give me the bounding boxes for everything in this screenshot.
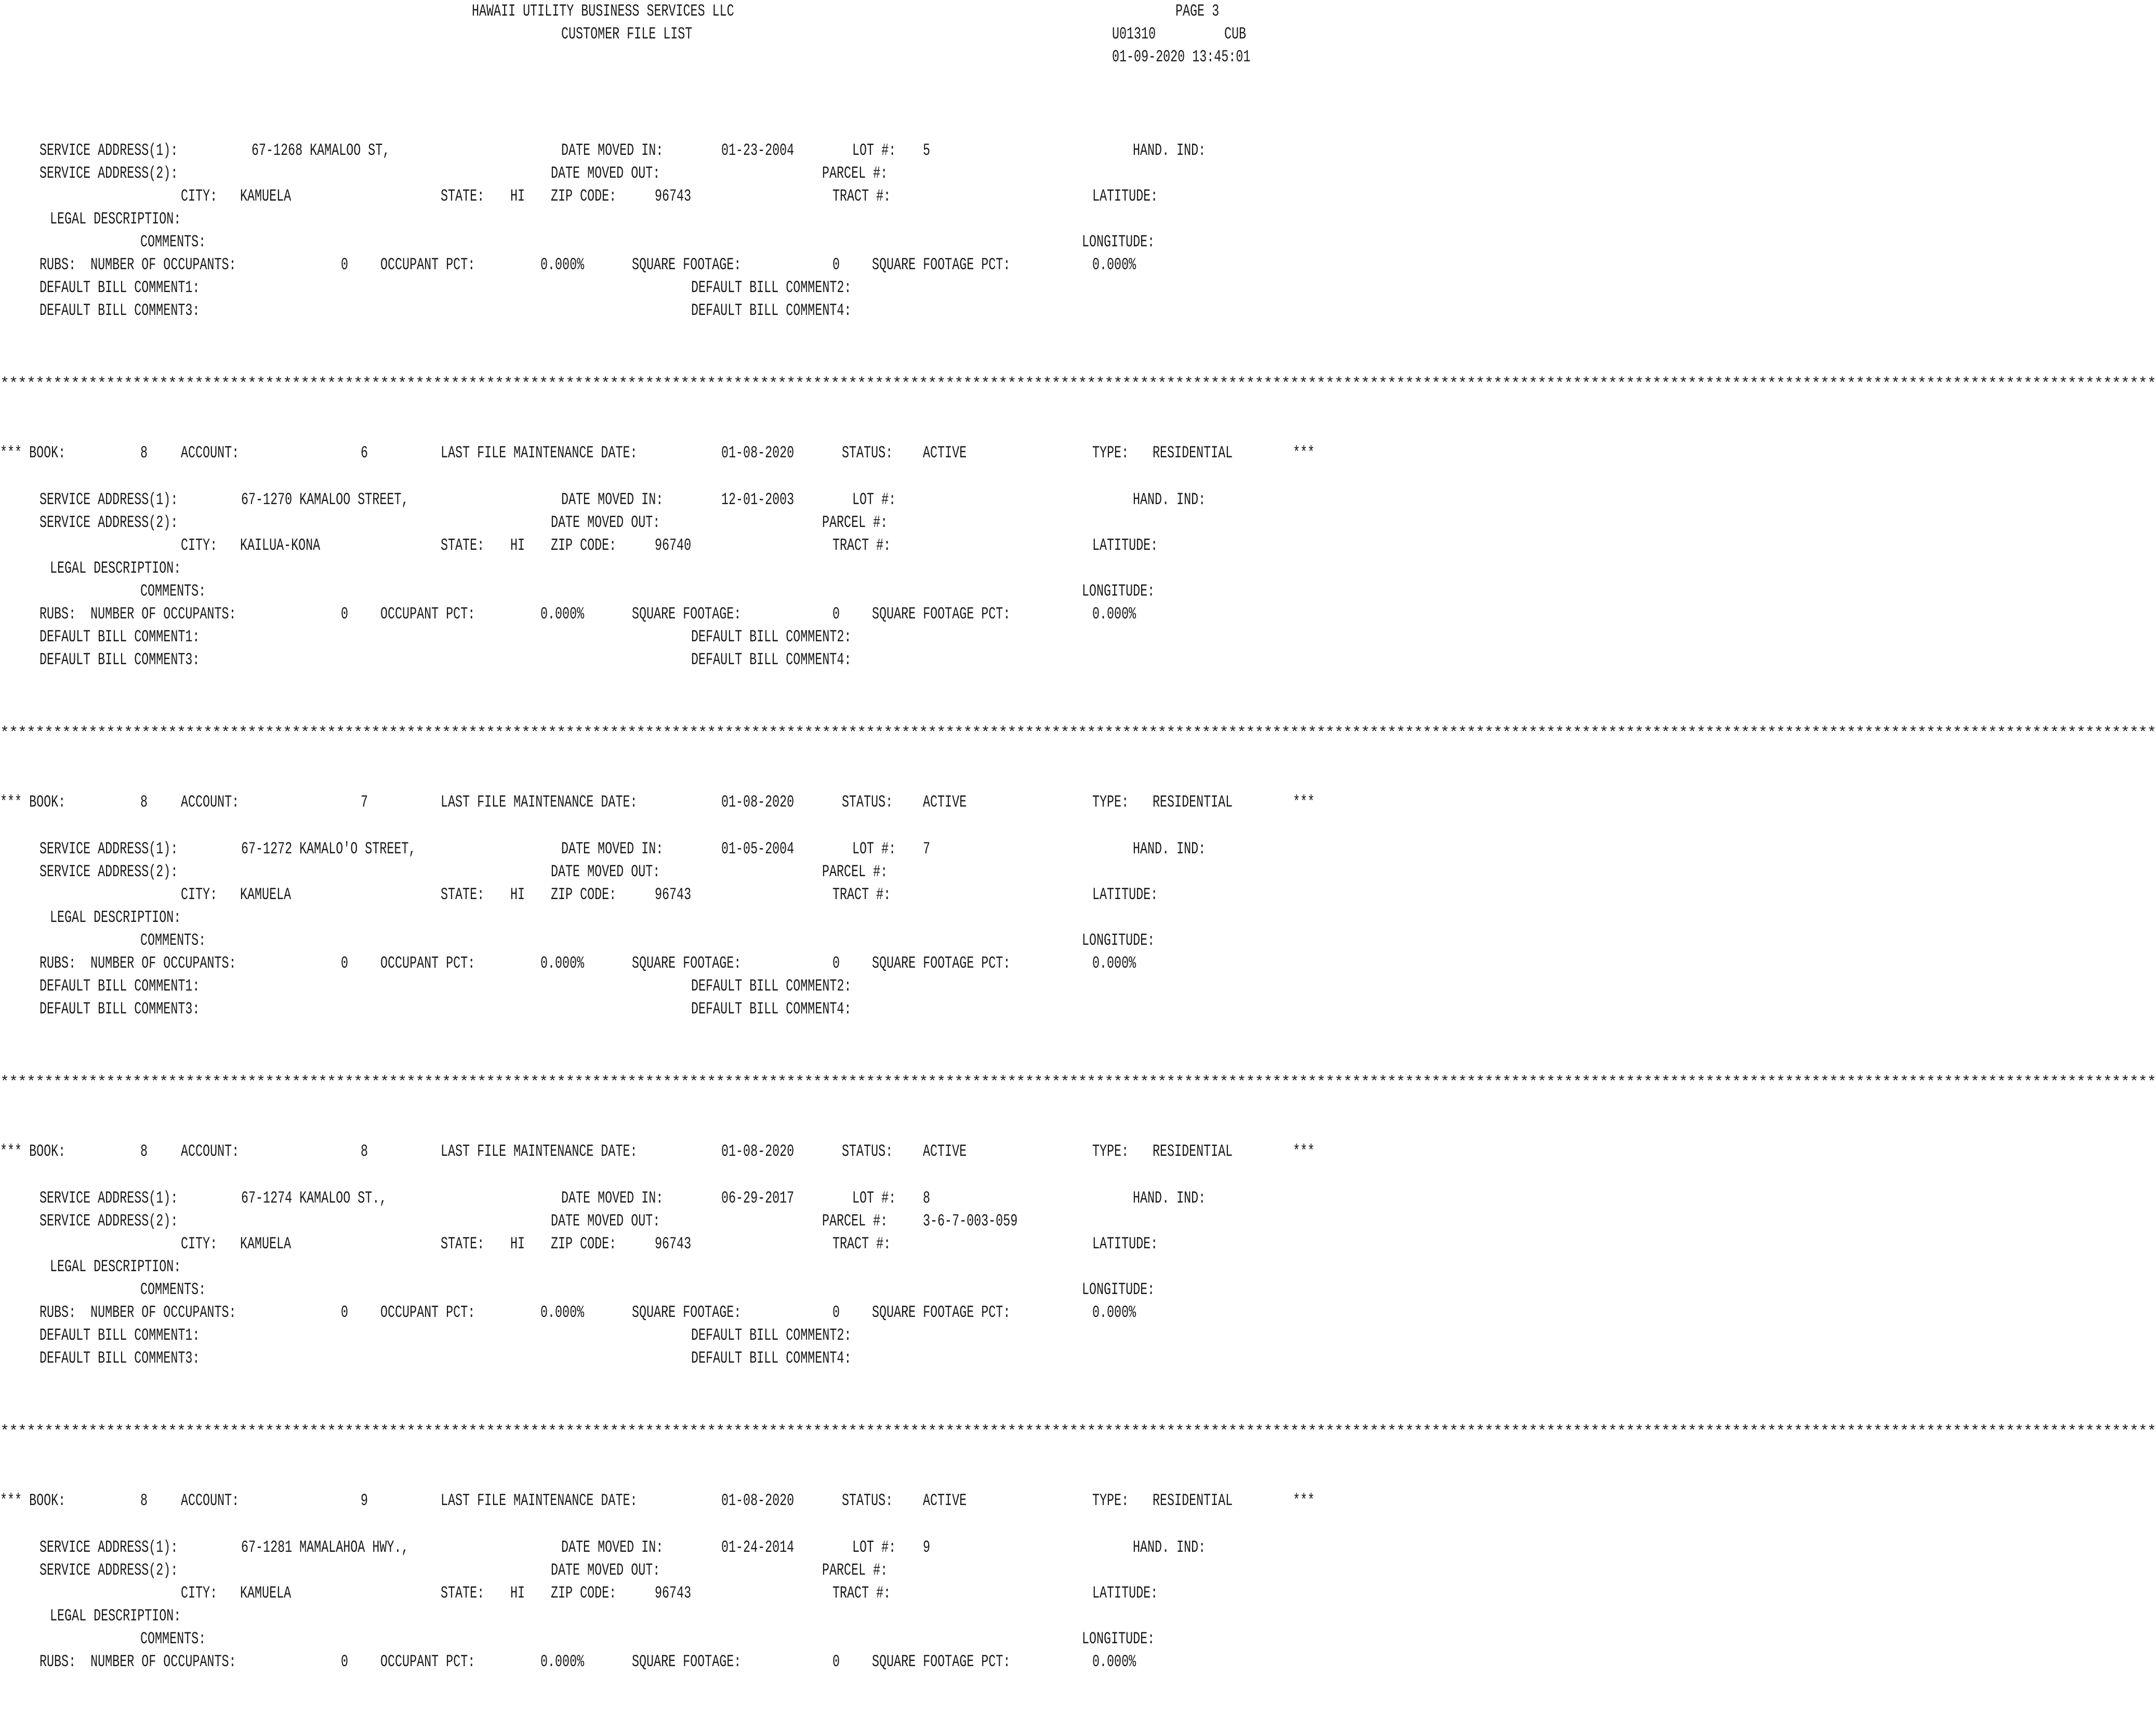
legal-description-label: LEGAL DESCRIPTION: bbox=[50, 559, 181, 578]
zip-code-value: 96743 bbox=[655, 1584, 692, 1603]
record-separator: **************************************************************************************************************************************************************************************************************************************************** bbox=[0, 1423, 2156, 1441]
lot-value: 9 bbox=[923, 1538, 931, 1557]
date-moved-in-label: DATE MOVED IN: bbox=[561, 141, 664, 160]
state-label: STATE: bbox=[441, 1234, 485, 1254]
service-address-2-label: SERVICE ADDRESS(2): bbox=[39, 1211, 178, 1231]
date-moved-in-value: 12-01-2003 bbox=[721, 490, 795, 509]
city-value: KAMUELA bbox=[240, 885, 292, 904]
state-label: STATE: bbox=[441, 187, 485, 206]
report-title: CUSTOMER FILE LIST bbox=[561, 24, 693, 44]
tract-label: TRACT #: bbox=[832, 187, 891, 206]
lot-value: 5 bbox=[923, 141, 931, 160]
occupant-pct-label: OCCUPANT PCT: bbox=[380, 1652, 475, 1671]
tract-label: TRACT #: bbox=[832, 885, 891, 904]
comments-label: COMMENTS: bbox=[140, 1629, 206, 1648]
square-footage-pct-value: 0.000% bbox=[1092, 1303, 1136, 1322]
rubs-occupants-label: RUBS: NUMBER OF OCCUPANTS: bbox=[39, 1303, 236, 1322]
comments-label: COMMENTS: bbox=[140, 931, 206, 950]
latitude-label: LATITUDE: bbox=[1092, 1584, 1158, 1603]
account-label: ACCOUNT: bbox=[181, 1491, 240, 1510]
maintenance-date-label: LAST FILE MAINTENANCE DATE: bbox=[441, 1142, 638, 1161]
city-label: CITY: bbox=[181, 1584, 218, 1603]
book-value: 8 bbox=[140, 793, 148, 812]
city-label: CITY: bbox=[181, 1234, 218, 1254]
zip-code-value: 96740 bbox=[655, 536, 692, 555]
square-footage-pct-label: SQUARE FOOTAGE PCT: bbox=[872, 604, 1011, 624]
square-footage-pct-label: SQUARE FOOTAGE PCT: bbox=[872, 954, 1011, 973]
header-end-stars: *** bbox=[1293, 793, 1315, 812]
bill-comment-1-label: DEFAULT BILL COMMENT1: bbox=[39, 278, 200, 297]
lot-value: 8 bbox=[923, 1189, 931, 1208]
city-value: KAMUELA bbox=[240, 1584, 292, 1603]
zip-code-label: ZIP CODE: bbox=[551, 536, 617, 555]
occupant-pct-value: 0.000% bbox=[540, 954, 585, 973]
service-address-1-label: SERVICE ADDRESS(1): bbox=[39, 839, 178, 859]
service-address-1-value: 67-1274 KAMALOO ST., bbox=[241, 1189, 387, 1208]
header-end-stars: *** bbox=[1293, 443, 1315, 463]
parcel-label: PARCEL #: bbox=[822, 1561, 888, 1580]
status-value: ACTIVE bbox=[923, 443, 967, 463]
tract-label: TRACT #: bbox=[832, 536, 891, 555]
type-value: RESIDENTIAL bbox=[1153, 793, 1233, 812]
bill-comment-3-label: DEFAULT BILL COMMENT3: bbox=[39, 1349, 200, 1368]
hand-ind-label: HAND. IND: bbox=[1133, 141, 1206, 160]
occupant-pct-value: 0.000% bbox=[540, 1303, 585, 1322]
service-address-1-value: 67-1270 KAMALOO STREET, bbox=[241, 490, 409, 509]
service-address-1-label: SERVICE ADDRESS(1): bbox=[39, 490, 178, 509]
lot-label: LOT #: bbox=[852, 490, 896, 509]
bill-comment-1-label: DEFAULT BILL COMMENT1: bbox=[39, 1326, 200, 1345]
zip-code-label: ZIP CODE: bbox=[551, 1234, 617, 1254]
record-separator: **************************************************************************************************************************************************************************************************************************************************** bbox=[0, 724, 2156, 742]
latitude-label: LATITUDE: bbox=[1092, 536, 1158, 555]
comments-label: COMMENTS: bbox=[140, 1280, 206, 1299]
square-footage-value: 0 bbox=[832, 1303, 840, 1322]
book-value: 8 bbox=[140, 1491, 148, 1510]
bill-comment-4-label: DEFAULT BILL COMMENT4: bbox=[691, 1349, 852, 1368]
occupants-value: 0 bbox=[341, 604, 349, 624]
occupant-pct-value: 0.000% bbox=[540, 604, 585, 624]
type-value: RESIDENTIAL bbox=[1153, 1142, 1233, 1161]
bill-comment-2-label: DEFAULT BILL COMMENT2: bbox=[691, 1326, 852, 1345]
page-number: PAGE 3 bbox=[1175, 2, 1220, 21]
parcel-label: PARCEL #: bbox=[822, 862, 888, 881]
comments-label: COMMENTS: bbox=[140, 582, 206, 601]
occupant-pct-label: OCCUPANT PCT: bbox=[380, 604, 475, 624]
state-value: HI bbox=[510, 187, 525, 206]
occupants-value: 0 bbox=[341, 1652, 349, 1671]
square-footage-pct-label: SQUARE FOOTAGE PCT: bbox=[872, 1303, 1011, 1322]
hand-ind-label: HAND. IND: bbox=[1133, 1189, 1206, 1208]
lot-label: LOT #: bbox=[852, 839, 896, 859]
state-label: STATE: bbox=[441, 885, 485, 904]
state-value: HI bbox=[510, 1584, 525, 1603]
system-code: CUB bbox=[1224, 24, 1247, 44]
book-label: *** BOOK: bbox=[0, 1142, 66, 1161]
date-moved-out-label: DATE MOVED OUT: bbox=[551, 164, 660, 183]
square-footage-pct-value: 0.000% bbox=[1092, 1652, 1136, 1671]
rubs-occupants-label: RUBS: NUMBER OF OCCUPANTS: bbox=[39, 604, 236, 624]
service-address-2-label: SERVICE ADDRESS(2): bbox=[39, 862, 178, 881]
service-address-1-value: 67-1272 KAMALO'O STREET, bbox=[241, 839, 416, 859]
city-label: CITY: bbox=[181, 536, 218, 555]
occupant-pct-label: OCCUPANT PCT: bbox=[380, 1303, 475, 1322]
zip-code-value: 96743 bbox=[655, 885, 692, 904]
date-moved-in-label: DATE MOVED IN: bbox=[561, 1538, 664, 1557]
square-footage-label: SQUARE FOOTAGE: bbox=[632, 1652, 742, 1671]
square-footage-pct-label: SQUARE FOOTAGE PCT: bbox=[872, 1652, 1011, 1671]
legal-description-label: LEGAL DESCRIPTION: bbox=[50, 1257, 181, 1276]
longitude-label: LONGITUDE: bbox=[1082, 232, 1155, 252]
account-value: 8 bbox=[361, 1142, 368, 1161]
zip-code-value: 96743 bbox=[655, 187, 692, 206]
occupants-value: 0 bbox=[341, 1303, 349, 1322]
maintenance-date-value: 01-08-2020 bbox=[721, 793, 795, 812]
city-label: CITY: bbox=[181, 187, 218, 206]
zip-code-label: ZIP CODE: bbox=[551, 885, 617, 904]
service-address-1-value: 67-1281 MAMALAHOA HWY., bbox=[241, 1538, 409, 1557]
account-value: 6 bbox=[361, 443, 368, 463]
service-address-2-label: SERVICE ADDRESS(2): bbox=[39, 513, 178, 532]
record-separator: **************************************************************************************************************************************************************************************************************************************************** bbox=[0, 1074, 2156, 1091]
state-label: STATE: bbox=[441, 536, 485, 555]
square-footage-value: 0 bbox=[832, 954, 840, 973]
zip-code-value: 96743 bbox=[655, 1234, 692, 1254]
parcel-label: PARCEL #: bbox=[822, 164, 888, 183]
status-value: ACTIVE bbox=[923, 1491, 967, 1510]
book-label: *** BOOK: bbox=[0, 1491, 66, 1510]
longitude-label: LONGITUDE: bbox=[1082, 582, 1155, 601]
latitude-label: LATITUDE: bbox=[1092, 187, 1158, 206]
square-footage-pct-value: 0.000% bbox=[1092, 954, 1136, 973]
hand-ind-label: HAND. IND: bbox=[1133, 1538, 1206, 1557]
maintenance-date-value: 01-08-2020 bbox=[721, 1142, 795, 1161]
service-address-1-label: SERVICE ADDRESS(1): bbox=[39, 1538, 178, 1557]
city-value: KAMUELA bbox=[240, 1234, 292, 1254]
status-label: STATUS: bbox=[842, 1142, 893, 1161]
date-moved-in-label: DATE MOVED IN: bbox=[561, 490, 664, 509]
state-label: STATE: bbox=[441, 1584, 485, 1603]
occupant-pct-value: 0.000% bbox=[540, 255, 585, 274]
rubs-occupants-label: RUBS: NUMBER OF OCCUPANTS: bbox=[39, 1652, 236, 1671]
bill-comment-3-label: DEFAULT BILL COMMENT3: bbox=[39, 650, 200, 669]
maintenance-date-value: 01-08-2020 bbox=[721, 1491, 795, 1510]
legal-description-label: LEGAL DESCRIPTION: bbox=[50, 908, 181, 927]
zip-code-label: ZIP CODE: bbox=[551, 187, 617, 206]
bill-comment-4-label: DEFAULT BILL COMMENT4: bbox=[691, 650, 852, 669]
date-moved-in-label: DATE MOVED IN: bbox=[561, 839, 664, 859]
maintenance-date-label: LAST FILE MAINTENANCE DATE: bbox=[441, 443, 638, 463]
company-name: HAWAII UTILITY BUSINESS SERVICES LLC bbox=[472, 2, 734, 21]
legal-description-label: LEGAL DESCRIPTION: bbox=[50, 209, 181, 229]
zip-code-label: ZIP CODE: bbox=[551, 1584, 617, 1603]
square-footage-label: SQUARE FOOTAGE: bbox=[632, 954, 742, 973]
maintenance-date-label: LAST FILE MAINTENANCE DATE: bbox=[441, 793, 638, 812]
comments-label: COMMENTS: bbox=[140, 232, 206, 252]
rubs-occupants-label: RUBS: NUMBER OF OCCUPANTS: bbox=[39, 954, 236, 973]
parcel-label: PARCEL #: bbox=[822, 513, 888, 532]
lot-value: 7 bbox=[923, 839, 931, 859]
service-address-2-label: SERVICE ADDRESS(2): bbox=[39, 164, 178, 183]
longitude-label: LONGITUDE: bbox=[1082, 931, 1155, 950]
type-label: TYPE: bbox=[1092, 1491, 1129, 1510]
book-value: 8 bbox=[140, 443, 148, 463]
service-address-2-label: SERVICE ADDRESS(2): bbox=[39, 1561, 178, 1580]
service-address-1-value: 67-1268 KAMALOO ST, bbox=[252, 141, 390, 160]
legal-description-label: LEGAL DESCRIPTION: bbox=[50, 1606, 181, 1626]
square-footage-value: 0 bbox=[832, 1652, 840, 1671]
header-end-stars: *** bbox=[1293, 1142, 1315, 1161]
type-label: TYPE: bbox=[1092, 793, 1129, 812]
book-label: *** BOOK: bbox=[0, 443, 66, 463]
date-moved-in-label: DATE MOVED IN: bbox=[561, 1189, 664, 1208]
bill-comment-4-label: DEFAULT BILL COMMENT4: bbox=[691, 301, 852, 320]
occupant-pct-label: OCCUPANT PCT: bbox=[380, 954, 475, 973]
state-value: HI bbox=[510, 885, 525, 904]
date-moved-in-value: 01-23-2004 bbox=[721, 141, 795, 160]
status-label: STATUS: bbox=[842, 1491, 893, 1510]
account-value: 7 bbox=[361, 793, 368, 812]
book-label: *** BOOK: bbox=[0, 793, 66, 812]
square-footage-label: SQUARE FOOTAGE: bbox=[632, 255, 742, 274]
bill-comment-2-label: DEFAULT BILL COMMENT2: bbox=[691, 278, 852, 297]
tract-label: TRACT #: bbox=[832, 1234, 891, 1254]
square-footage-pct-value: 0.000% bbox=[1092, 604, 1136, 624]
bill-comment-1-label: DEFAULT BILL COMMENT1: bbox=[39, 977, 200, 996]
bill-comment-3-label: DEFAULT BILL COMMENT3: bbox=[39, 999, 200, 1019]
status-value: ACTIVE bbox=[923, 793, 967, 812]
service-address-1-label: SERVICE ADDRESS(1): bbox=[39, 141, 178, 160]
occupants-value: 0 bbox=[341, 255, 349, 274]
occupant-pct-label: OCCUPANT PCT: bbox=[380, 255, 475, 274]
type-value: RESIDENTIAL bbox=[1153, 443, 1233, 463]
parcel-label: PARCEL #: bbox=[822, 1211, 888, 1231]
type-value: RESIDENTIAL bbox=[1153, 1491, 1233, 1510]
date-moved-in-value: 01-24-2014 bbox=[721, 1538, 795, 1557]
occupants-value: 0 bbox=[341, 954, 349, 973]
status-label: STATUS: bbox=[842, 443, 893, 463]
account-label: ACCOUNT: bbox=[181, 443, 240, 463]
date-moved-in-value: 01-05-2004 bbox=[721, 839, 795, 859]
square-footage-value: 0 bbox=[832, 255, 840, 274]
city-label: CITY: bbox=[181, 885, 218, 904]
hand-ind-label: HAND. IND: bbox=[1133, 490, 1206, 509]
city-value: KAMUELA bbox=[240, 187, 292, 206]
latitude-label: LATITUDE: bbox=[1092, 885, 1158, 904]
square-footage-label: SQUARE FOOTAGE: bbox=[632, 604, 742, 624]
maintenance-date-label: LAST FILE MAINTENANCE DATE: bbox=[441, 1491, 638, 1510]
account-value: 9 bbox=[361, 1491, 368, 1510]
date-moved-in-value: 06-29-2017 bbox=[721, 1189, 795, 1208]
date-moved-out-label: DATE MOVED OUT: bbox=[551, 1211, 660, 1231]
bill-comment-2-label: DEFAULT BILL COMMENT2: bbox=[691, 627, 852, 647]
account-label: ACCOUNT: bbox=[181, 1142, 240, 1161]
date-moved-out-label: DATE MOVED OUT: bbox=[551, 1561, 660, 1580]
longitude-label: LONGITUDE: bbox=[1082, 1629, 1155, 1648]
maintenance-date-value: 01-08-2020 bbox=[721, 443, 795, 463]
bill-comment-2-label: DEFAULT BILL COMMENT2: bbox=[691, 977, 852, 996]
longitude-label: LONGITUDE: bbox=[1082, 1280, 1155, 1299]
date-moved-out-label: DATE MOVED OUT: bbox=[551, 862, 660, 881]
hand-ind-label: HAND. IND: bbox=[1133, 839, 1206, 859]
square-footage-pct-label: SQUARE FOOTAGE PCT: bbox=[872, 255, 1011, 274]
report-datetime: 01-09-2020 13:45:01 bbox=[1112, 47, 1251, 67]
header-end-stars: *** bbox=[1293, 1491, 1315, 1510]
square-footage-label: SQUARE FOOTAGE: bbox=[632, 1303, 742, 1322]
bill-comment-1-label: DEFAULT BILL COMMENT1: bbox=[39, 627, 200, 647]
account-label: ACCOUNT: bbox=[181, 793, 240, 812]
type-label: TYPE: bbox=[1092, 1142, 1129, 1161]
status-label: STATUS: bbox=[842, 793, 893, 812]
lot-label: LOT #: bbox=[852, 141, 896, 160]
occupant-pct-value: 0.000% bbox=[540, 1652, 585, 1671]
rubs-occupants-label: RUBS: NUMBER OF OCCUPANTS: bbox=[39, 255, 236, 274]
record-separator: **************************************************************************************************************************************************************************************************************************************************** bbox=[0, 375, 2156, 393]
tract-label: TRACT #: bbox=[832, 1584, 891, 1603]
status-value: ACTIVE bbox=[923, 1142, 967, 1161]
lot-label: LOT #: bbox=[852, 1538, 896, 1557]
square-footage-pct-value: 0.000% bbox=[1092, 255, 1136, 274]
city-value: KAILUA-KONA bbox=[240, 536, 321, 555]
book-value: 8 bbox=[140, 1142, 148, 1161]
latitude-label: LATITUDE: bbox=[1092, 1234, 1158, 1254]
date-moved-out-label: DATE MOVED OUT: bbox=[551, 513, 660, 532]
parcel-value: 3-6-7-003-059 bbox=[923, 1211, 1018, 1231]
square-footage-value: 0 bbox=[832, 604, 840, 624]
state-value: HI bbox=[510, 1234, 525, 1254]
state-value: HI bbox=[510, 536, 525, 555]
bill-comment-3-label: DEFAULT BILL COMMENT3: bbox=[39, 301, 200, 320]
type-label: TYPE: bbox=[1092, 443, 1129, 463]
service-address-1-label: SERVICE ADDRESS(1): bbox=[39, 1189, 178, 1208]
lot-label: LOT #: bbox=[852, 1189, 896, 1208]
report-id: U01310 bbox=[1112, 24, 1156, 44]
bill-comment-4-label: DEFAULT BILL COMMENT4: bbox=[691, 999, 852, 1019]
